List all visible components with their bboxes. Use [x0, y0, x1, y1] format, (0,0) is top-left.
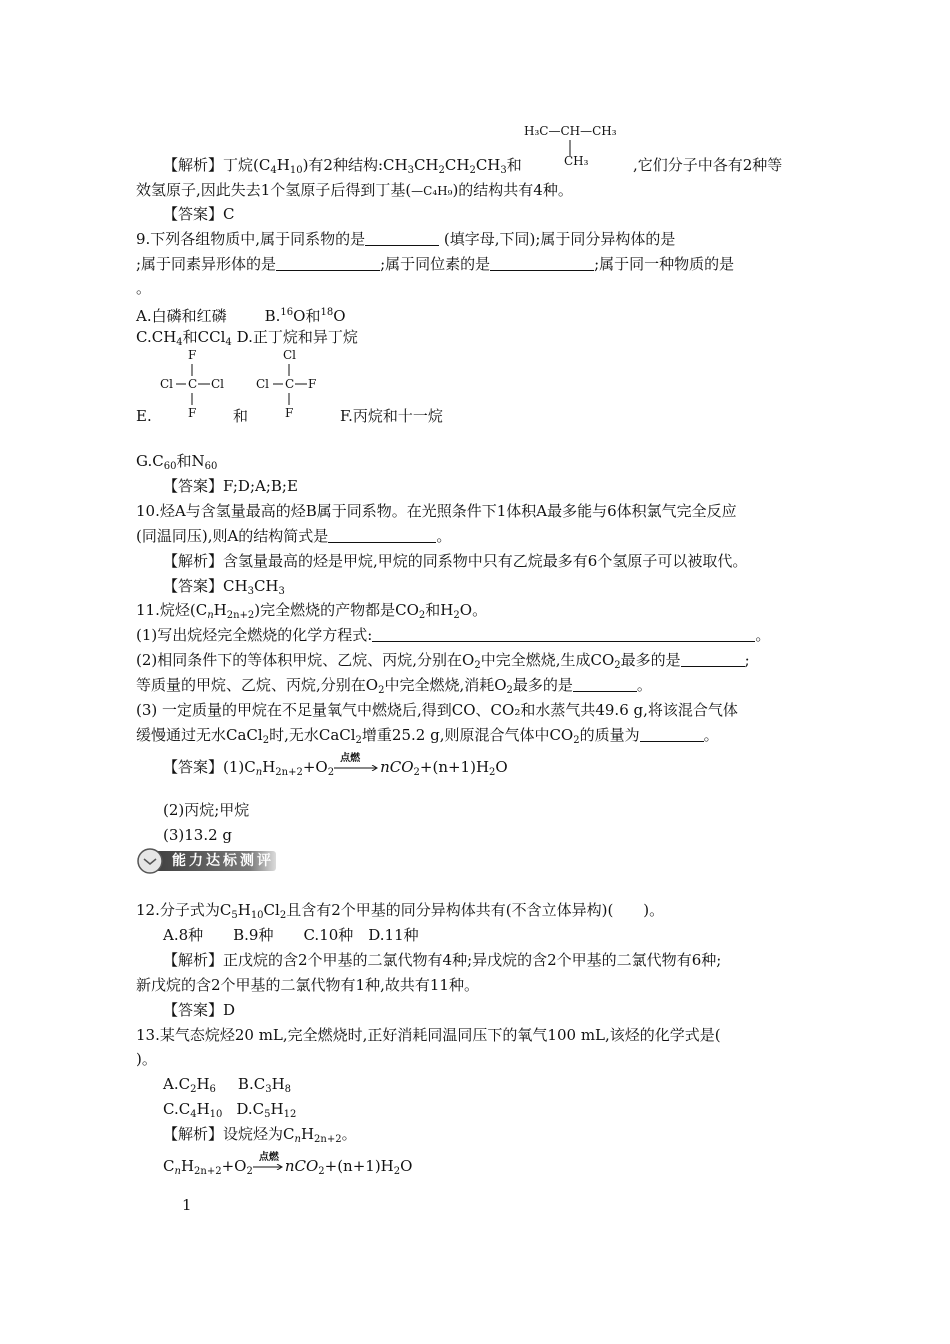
- q8-answer: 【答案】C: [163, 205, 235, 223]
- q11-part1: (1)写出烷烃完全燃烧的化学方程式: 。: [136, 626, 771, 644]
- q12-analysis1: 【解析】正戊烷的含2个甲基的二氯代物有4种;异戊烷的含2个甲基的二氯代物有6种;: [163, 951, 722, 969]
- q13-analysis: 【解析】设烷烃为$C_nH_{2n+2}$。: [163, 1125, 357, 1145]
- reaction-arrow-2: 点燃: [253, 1157, 285, 1177]
- q10-analysis: 【解析】含氢量最高的烃是甲烷,甲烷的同系物中只有乙烷最多有6个氢原子可以被取代。: [163, 552, 748, 570]
- q12-line1: 12.分子式为$C_5H_{10}Cl_2$且含有2个甲基的同分异构体共有(不含立体异构)( )。: [136, 901, 665, 921]
- q9-blank2: [276, 256, 380, 271]
- q13-options-ab: $A.C_2H_6$ $B.C_3H_8$: [163, 1075, 292, 1095]
- q13-line2: )。: [136, 1050, 157, 1068]
- q11-blank3: [573, 677, 637, 692]
- q10-answer: 【答案】$CH_3CH_3$: [163, 577, 285, 597]
- q8-analysis-line2: 效氢原子,因此失去1个氢原子后得到丁基(—C₄H₉)的结构共有4种。: [136, 181, 573, 199]
- q8-analysis-line1-end: ,它们分子中各有2种等: [633, 156, 783, 174]
- q11-line1: 11.烷烃$(C_nH_{2n+2})$完全燃烧的产物都是$CO_2$和$H_2O$。: [136, 601, 488, 621]
- q9-blank1: [365, 231, 439, 246]
- q11-blank4: [640, 727, 704, 742]
- q9-options-ab: A.白磷和红磷 B.$^{16}$O和$^{18}$O: [136, 307, 346, 325]
- q9-line2: ;属于同素异形体的是 ;属于同位素的是 ;属于同一种物质的是: [136, 255, 735, 273]
- q11-blank2: [681, 652, 745, 667]
- q12-answer: 【答案】D: [163, 1001, 236, 1019]
- q9-option-g: $G.C_{60}$和$N_{60}$: [136, 452, 218, 472]
- q10-blank: [328, 528, 436, 543]
- q10-line2: (同温同压),则A的结构简式是 。: [136, 527, 452, 545]
- q9-line1: 9.下列各组物质中,属于同系物的是 (填字母,下同);属于同分异构体的是: [136, 230, 676, 248]
- q9-blank3: [490, 256, 594, 271]
- q11-answer2: (2)丙烷;甲烷: [163, 801, 250, 819]
- q10-line1: 10.烃A与含氢量最高的烃B属于同系物。在光照条件下1体积A最多能与6体积氯气完全反应: [136, 502, 737, 520]
- section-banner: [136, 848, 276, 874]
- q11-blank1: [372, 627, 755, 642]
- page-number: 1: [182, 1196, 192, 1214]
- q11-part2-line1: (2)相同条件下的等体积甲烷、乙烷、丙烷,分别在$O_2$中完全燃烧,生成$CO_2$最多的是 ;: [136, 651, 750, 671]
- q13-line1: 13.某气态烷烃20 mL,完全燃烧时,正好消耗同温同压下的氧气100 mL,该烃的化学式是(: [136, 1026, 721, 1044]
- isobutane-structure-top: H₃C—CH—CH₃: [524, 124, 617, 138]
- q12-analysis2: 新戊烷的含2个甲基的二氯代物有1种,故共有11种。: [136, 976, 479, 994]
- q11-part2-line2: 等质量的甲烷、乙烷、丙烷,分别在$O_2$中完全燃烧,消耗$O_2$最多的是 。: [136, 676, 652, 696]
- reaction-arrow-1: 点燃: [334, 758, 380, 778]
- q11-part3-line2: 缓慢通过无水CaCl$_2$时,无水CaCl$_2$增重25.2 g,则原混合气体中$CO_2$的质量为 。: [136, 726, 719, 746]
- q11-part3-line1: (3) 一定质量的甲烷在不足量氧气中燃烧后,得到CO、CO₂和水蒸气共49.6 g,将该混合气体: [136, 701, 738, 719]
- q9-line3: 。: [136, 279, 152, 297]
- q11-answer3: (3)13.2 g: [163, 826, 233, 844]
- q13-equation: $C_nH_{2n+2}+O_2$ 点燃 $nCO_2+(n+1)H_2O$: [163, 1152, 413, 1177]
- isobutane-structure-bottom: CH₃: [564, 154, 589, 168]
- q11-answer1: 【答案】$(1)C_nH_{2n+2}+O_2$ 点燃 $nCO_2+(n+1)H_2O$: [163, 753, 508, 778]
- q8-analysis-line1: 【解析】丁烷$(C_4H_{10})$有2种结构$:CH_3CH_2CH_2CH_3$和: [163, 156, 522, 176]
- q9-option-f: F.丙烷和十一烷: [340, 407, 443, 425]
- butyl-group: —C₄H₉: [411, 184, 453, 198]
- q9-answer: 【答案】F;D;A;B;E: [163, 477, 298, 495]
- q12-options: A.8种 B.9种 C.10种 D.11种: [163, 926, 419, 944]
- q9-options-cd: $C.CH_4$和CCl$_4$ D.正丁烷和异丁烷: [136, 328, 358, 348]
- q13-options-cd: $C.C_4H_{10}$ $D.C_5H_{12}$: [163, 1100, 297, 1120]
- q9-option-e-and: 和: [233, 407, 249, 425]
- section-title: 能力达标测评: [172, 853, 274, 869]
- q9-option-e: E.: [136, 407, 152, 425]
